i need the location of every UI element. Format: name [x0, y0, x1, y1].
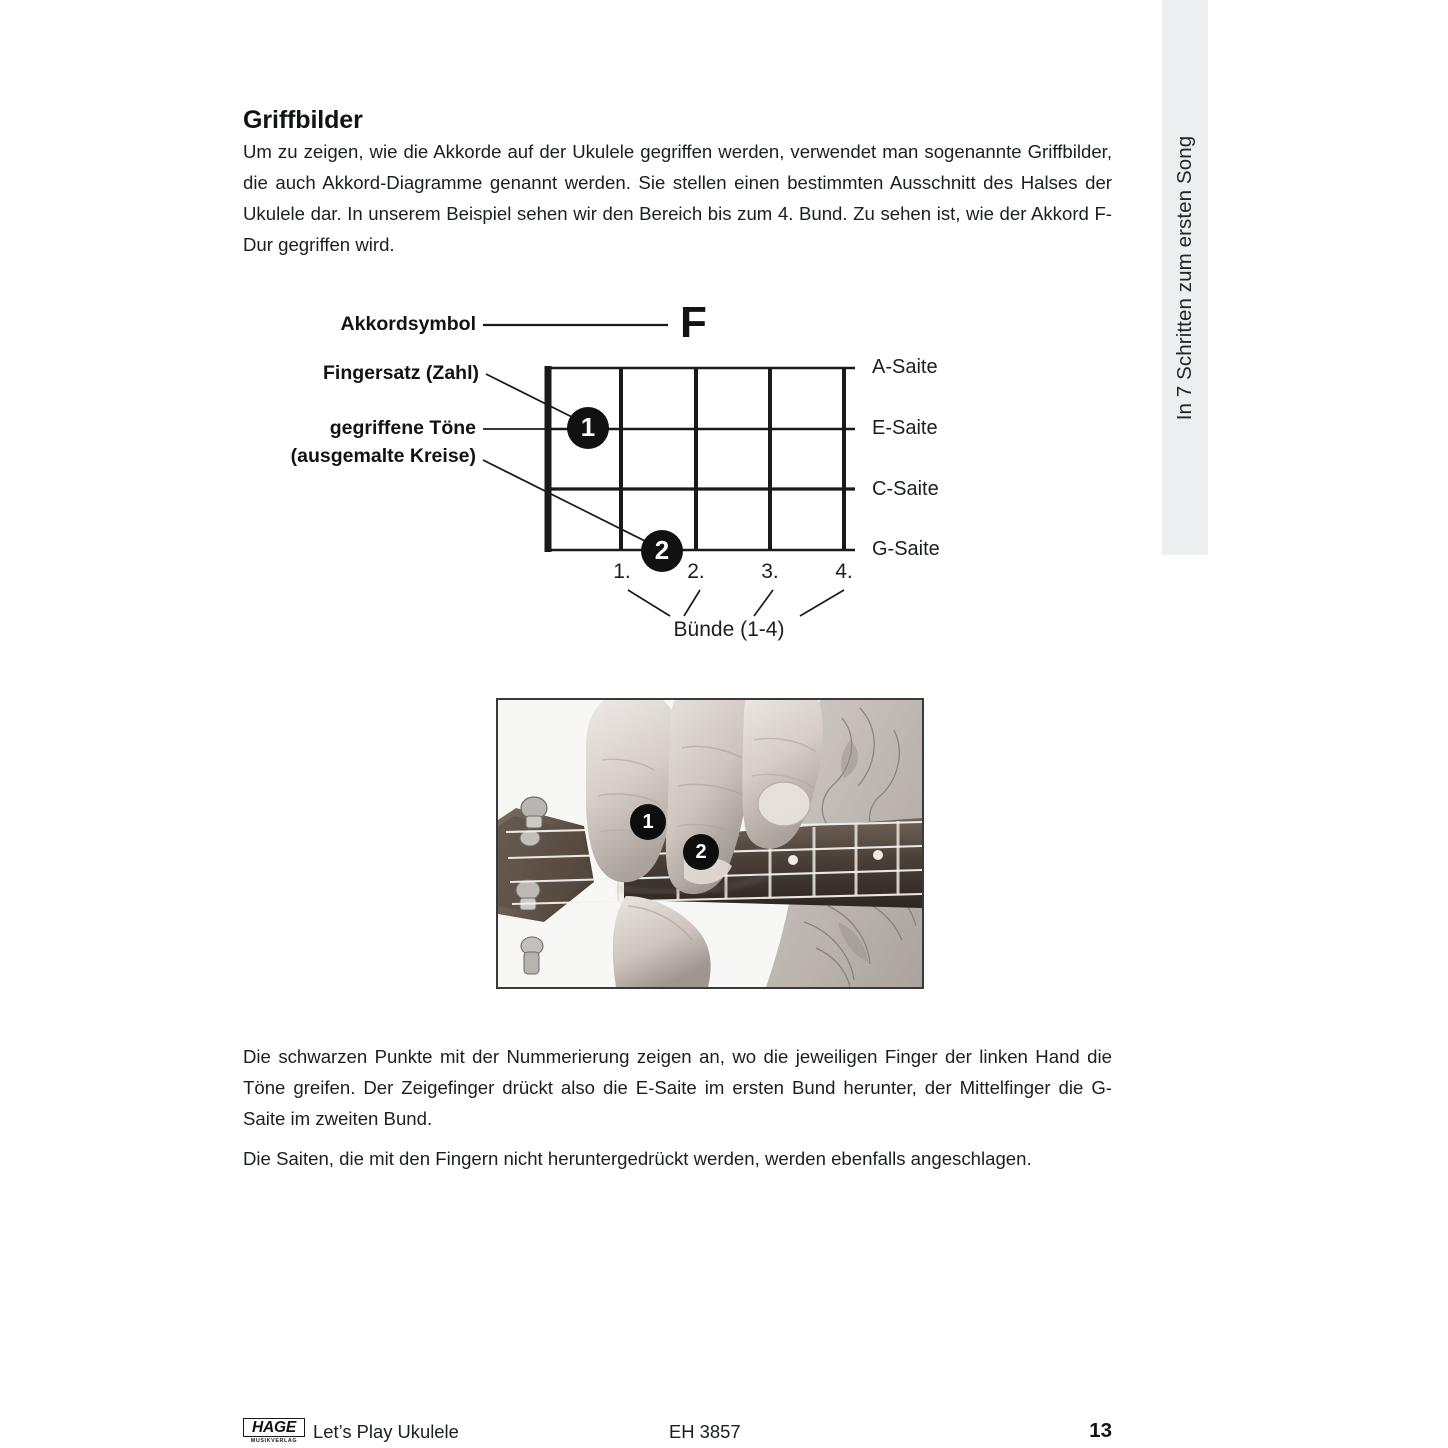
callout-ausgemalte-kreise: (ausgemalte Kreise): [290, 445, 476, 467]
fret-label-3: 3.: [761, 560, 779, 583]
intro-paragraph: Um zu zeigen, wie die Akkorde auf der Ukulele gegriffen werden, verwendet man sogenannte Griffbilder, die auch Akkord-Diagramme genannt werden. Sie stellen einen bestimmten Ausschnitt des Halses der Ukulele dar. In unserem Beispiel sehen wir den Bereich bis zum 4. Bund. Zu sehen ist, wie der Akkord F-Dur gegriffen wird.: [243, 141, 1112, 255]
photo-marker-1: [630, 804, 666, 840]
callout-gegriffene-toene: gegriffene Töne: [329, 417, 476, 439]
page-footer: [243, 1416, 1112, 1448]
ukulele-fretting-photo: [496, 698, 924, 989]
fret-label-1: 1.: [613, 560, 631, 583]
string-label-a: A-Saite: [872, 356, 938, 378]
string-label-e: E-Saite: [872, 417, 938, 439]
callout-fingersatz: Fingersatz (Zahl): [322, 362, 479, 384]
chapter-side-tab: [1162, 0, 1208, 555]
strumming-paragraph: Die Saiten, die mit den Fingern nicht heruntergedrückt werden, werden ebenfalls angeschlagen.: [243, 1148, 1032, 1169]
footer-page-number: 13: [1089, 1419, 1112, 1442]
fret-label-2: 2.: [687, 560, 705, 583]
callout-akkordsymbol: Akkordsymbol: [340, 313, 476, 335]
footer-book-title: Let’s Play Ukulele: [313, 1421, 459, 1442]
hage-logo: [243, 1418, 305, 1444]
photo-marker-2-number: 2: [695, 840, 707, 863]
footer-edition-code: EH 3857: [669, 1421, 741, 1442]
page-title: Griffbilder: [243, 106, 363, 134]
photo-marker-2: [683, 834, 719, 870]
hage-logo-wordmark: HAGE: [243, 1418, 305, 1437]
fret-label-4: 4.: [835, 560, 853, 583]
chord-diagram: [243, 290, 1123, 660]
photo-marker-1-number: 1: [642, 810, 654, 833]
chord-symbol: F: [680, 298, 707, 347]
hage-logo-subtitle: MUSIKVERLAG: [250, 1438, 298, 1444]
string-label-g: G-Saite: [872, 538, 940, 560]
finger-dot-1-number: 1: [580, 412, 596, 442]
chapter-side-tab-label: In 7 Schritten zum ersten Song: [1173, 135, 1196, 420]
explanation-paragraph: Die schwarzen Punkte mit der Nummerierung zeigen an, wo die jeweiligen Finger der linken Hand die Töne greifen. Der Zeigefinger drückt also die E-Saite im ersten Bund herunter, der Mittelfinger die G-Saite im zweiten Bund.: [243, 1046, 1112, 1129]
callout-buende: Bünde (1-4): [673, 618, 785, 641]
finger-dot-2-number: 2: [654, 535, 670, 565]
string-label-c: C-Saite: [872, 478, 939, 500]
